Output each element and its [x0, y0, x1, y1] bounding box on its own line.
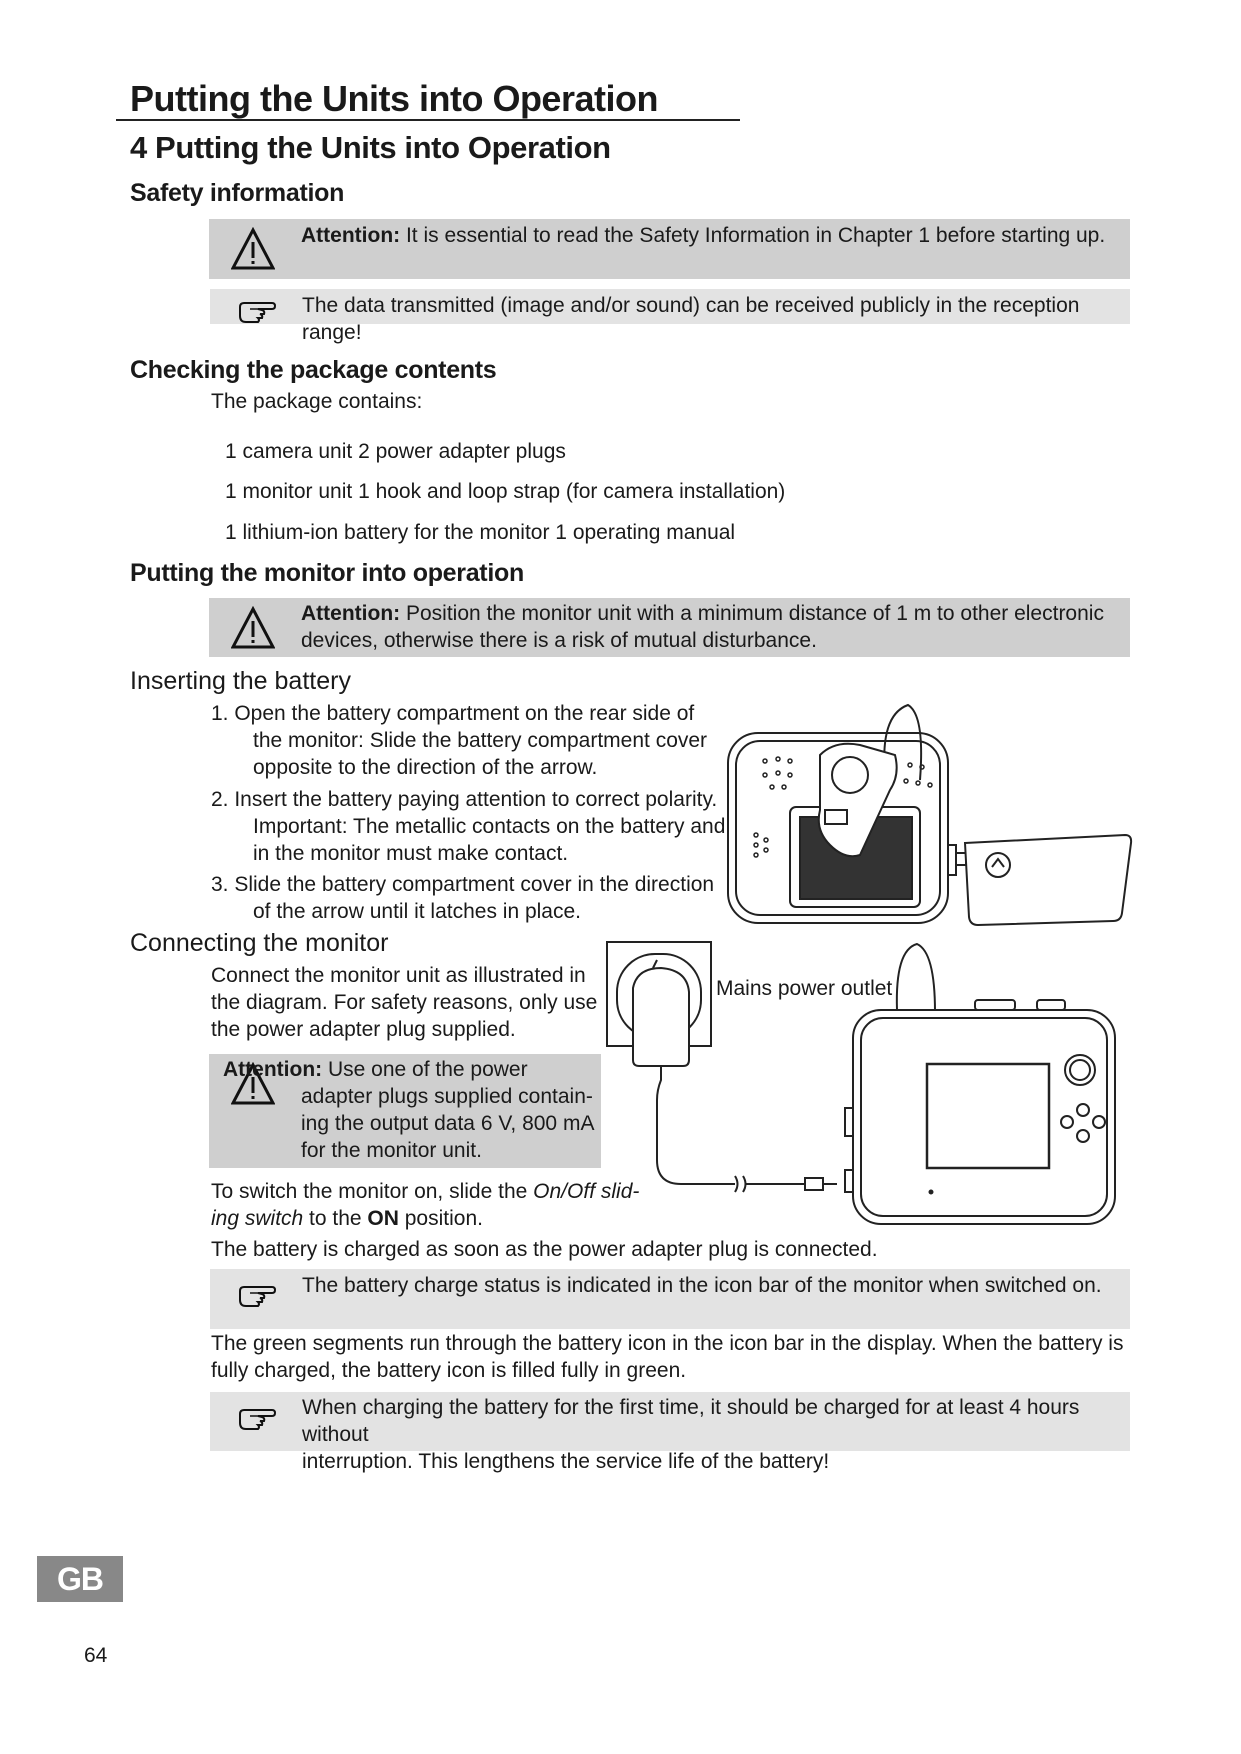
green-segments-paragraph [211, 1330, 1123, 1384]
monitor-attention-box [209, 598, 1130, 657]
header-rule [116, 119, 740, 121]
paragraph-line: the diagram. For safety reasons, only use [211, 991, 598, 1014]
step-line: the monitor: Slide the battery compartment cover [253, 729, 708, 752]
safety-heading: Safety information [130, 179, 345, 207]
package-item: 1 camera unit 2 power adapter plugs [225, 440, 566, 463]
battery-step-3 [211, 871, 714, 925]
step-line: Important: The metallic contacts on the battery and [253, 815, 726, 838]
attention-label: Attention: [301, 224, 401, 247]
package-item: 1 lithium-ion battery for the monitor 1 operating manual [225, 521, 736, 544]
step-line: in the monitor must make contact. [253, 842, 569, 865]
battery-step-1 [211, 700, 707, 781]
safety-attention-box [209, 219, 1130, 279]
step-line: 1. Open the battery compartment on the rear side of [211, 702, 695, 725]
step-line: opposite to the direction of the arrow. [253, 756, 598, 779]
switch-on-bold: ON [367, 1207, 399, 1230]
attention-body-line: adapter plugs supplied contain- [301, 1085, 593, 1108]
note-line: interruption. This lengthens the service life of the battery! [302, 1450, 830, 1473]
paragraph-line: The green segments run through the battery icon in the icon bar in the display. When the battery is [211, 1332, 1124, 1355]
language-tab: GB [37, 1556, 123, 1602]
connecting-attention-text [223, 1056, 594, 1164]
page-header-title: Putting the Units into Operation [130, 78, 658, 119]
switch-text: position. [398, 1207, 483, 1230]
paragraph-line: fully charged, the battery icon is filled fully in green. [211, 1359, 687, 1382]
first-charge-note-box [210, 1392, 1130, 1473]
charged-line: The battery is charged as soon as the power adapter plug is connected. [211, 1238, 878, 1261]
battery-compartment-illustration [720, 695, 1140, 935]
step-line: 3. Slide the battery compartment cover in the direction [211, 873, 715, 896]
paragraph-line: the power adapter plug supplied. [211, 1018, 516, 1041]
attention-label: Attention: [223, 1058, 323, 1081]
package-item: 1 monitor unit 1 hook and loop strap (for camera installation) [225, 480, 786, 503]
attention-body-line: for the monitor unit. [301, 1139, 482, 1162]
switch-text: To switch the monitor on, slide the [211, 1180, 534, 1203]
pointing-hand-icon [236, 297, 276, 325]
attention-body-line: ing the output data 6 V, 800 mA [301, 1112, 595, 1135]
attention-body: Position the monitor unit with a minimum distance of 1 m to other electronic [400, 602, 1104, 625]
charge-note-box [210, 1269, 1130, 1329]
step-line: 2. Insert the battery paying attention to correct polarity. [211, 788, 718, 811]
step-line: of the arrow until it latches in place. [253, 900, 582, 923]
attention-body: It is essential to read the Safety Information in Chapter 1 before starting up. [400, 224, 1106, 247]
switch-italic: ing switch [211, 1207, 304, 1230]
connecting-heading: Connecting the monitor [130, 929, 389, 957]
note-line: When charging the battery for the first time, it should be charged for at least 4 hours without [302, 1396, 1080, 1446]
package-intro: The package contains: [211, 390, 423, 413]
attention-body: Use one of the power [322, 1058, 528, 1081]
safety-note-text: The data transmitted (image and/or sound) can be received publicly in the reception range! [302, 294, 1080, 344]
monitor-heading: Putting the monitor into operation [130, 559, 524, 587]
safety-attention-text [301, 222, 1105, 249]
page-number: 64 [84, 1644, 108, 1667]
battery-heading: Inserting the battery [130, 667, 351, 695]
package-heading: Checking the package contents [130, 356, 497, 384]
safety-note-box [210, 289, 1130, 344]
chapter-title: 4 Putting the Units into Operation [130, 130, 611, 165]
first-charge-note-text [302, 1394, 1130, 1475]
pointing-hand-icon [236, 1281, 276, 1309]
attention-body-line2: devices, otherwise there is a risk of mutual disturbance. [301, 629, 817, 652]
mains-outlet-label: Mains power outlet [716, 977, 893, 1000]
monitor-attention-text [301, 600, 1104, 654]
switch-text: to the [303, 1207, 368, 1230]
switch-on-paragraph [211, 1178, 639, 1232]
battery-step-2 [211, 786, 725, 867]
switch-italic: On/Off slid- [533, 1180, 640, 1203]
warning-triangle-icon [231, 606, 275, 650]
connecting-attention-box [209, 1054, 601, 1168]
warning-triangle-icon [231, 227, 275, 271]
paragraph-line: Connect the monitor unit as illustrated in [211, 964, 586, 987]
pointing-hand-icon [236, 1404, 276, 1432]
attention-label: Attention: [301, 602, 401, 625]
connecting-paragraph [211, 962, 597, 1043]
charge-note-text: The battery charge status is indicated in the icon bar of the monitor when switched on. [302, 1274, 1102, 1297]
